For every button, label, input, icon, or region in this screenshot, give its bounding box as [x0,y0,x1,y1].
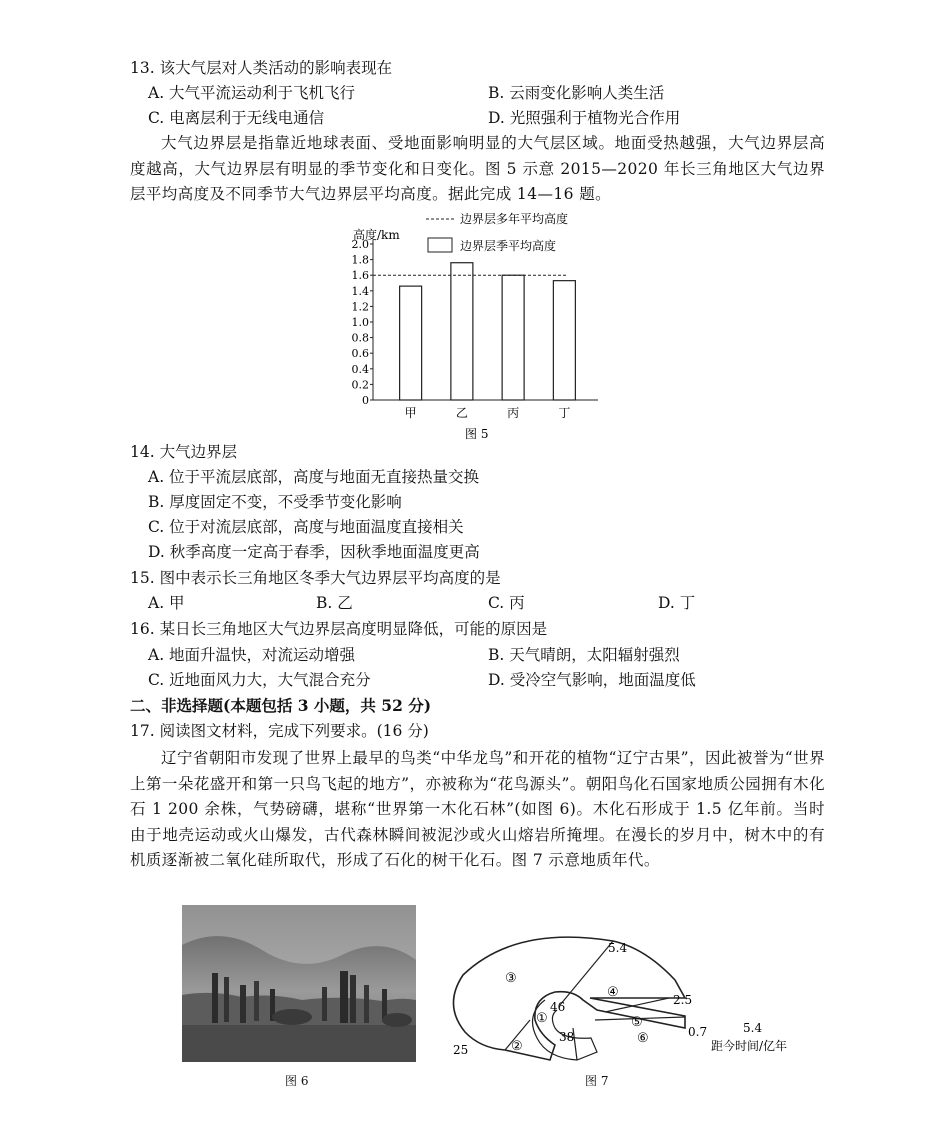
bar-丙 [502,275,524,400]
y-tick-label: 0.4 [351,362,369,376]
y-tick-label: 1.4 [351,284,369,298]
time-label-38: 38 [559,1030,575,1044]
era-label-6: ⑥ [637,1031,649,1046]
bar-乙 [451,263,473,400]
q13-option-d: D. 光照强利于植物光合作用 [488,109,681,127]
q17-passage: 辽宁省朝阳市发现了世界上最早的鸟类“中华龙鸟”和开花的植物“辽宁古果”，因此被誉为“世界上第一朵花盛开和第一只鸟飞起的地方”，亦被称为“花鸟源头”。朝阳鸟化石国家地质公园拥有木化石 1 200 余株，气势磅礴，堪称“世界第一木化石林”(如图 6)。木化石形成于 1.5 亿年前。当时由于地壳运动或火山爆发，古代森林瞬间被泥沙或火山熔岩所掩埋。在漫长的岁月中，树木中的有机质逐渐被二氧化硅所取代，形成了石化的树干化石。图 7 示意地质年代。 [130,749,825,869]
q14-option-a: A. 位于平流层底部，高度与地面无直接热量交换 [148,468,480,486]
q15-stem: 15. 图中表示长三角地区冬季大气边界层平均高度的是 [130,569,501,587]
axis-label: 距今时间/亿年 [711,1039,788,1053]
y-tick-label: 1.0 [351,316,369,329]
section-2-heading: 二、非选择题(本题包括 3 小题，共 52 分) [130,696,432,715]
x-tick-label: 丁 [558,406,571,420]
q17-stem: 17. 阅读图文材料，完成下列要求。(16 分) [130,722,429,740]
figure-5-chart [0,205,950,445]
x-tick-label: 丙 [507,406,520,420]
q13-option-b: B. 云雨变化影响人类生活 [488,84,665,102]
figure-7-diagram [445,920,805,1080]
y-tick-label: 0.8 [351,331,369,345]
era-label-5: ⑤ [631,1015,643,1030]
q16-option-a: A. 地面升温快，对流运动增强 [148,646,356,664]
time-label-25: 25 [453,1043,469,1057]
q13-option-a: A. 大气平流运动利于飞机飞行 [148,84,356,102]
y-tick-label: 1.2 [351,300,369,314]
era-divider-1 [560,941,613,1005]
era-label-1: ① [536,1011,548,1026]
y-tick-label: 0.6 [351,347,369,361]
time-label-0-7: 0.7 [688,1025,708,1039]
time-label-46: 46 [550,1000,566,1014]
q14-option-c: C. 位于对流层底部，高度与地面温度直接相关 [148,518,464,536]
time-label-5-4-top: 5.4 [608,941,628,955]
q16-option-d: D. 受冷空气影响，地面温度低 [488,671,696,689]
y-tick-label: 0 [362,394,369,407]
y-tick-label: 0.2 [351,378,369,392]
figure-6-caption: 图 6 [285,1074,309,1088]
x-tick-label: 乙 [455,406,468,420]
q14-stem: 14. 大气边界层 [130,443,238,461]
q14-option-b: B. 厚度固定不变，不受季节变化影响 [148,493,402,511]
bar-丁 [553,281,575,400]
legend-bar-swatch [428,238,452,252]
legend-dashed-label: 边界层多年平均高度 [460,212,569,226]
q16-option-c: C. 近地面风力大，大气混合充分 [148,671,371,689]
era-label-3: ③ [505,971,517,986]
era-label-4: ④ [607,985,619,1000]
q14-option-d: D. 秋季高度一定高于春季，因秋季地面温度更高 [148,543,480,561]
q15-option-a: A. 甲 [148,594,185,612]
chart-ylabel: 高度/km [353,228,400,242]
q15-option-d: D. 丁 [658,594,696,612]
chart-title: 图 5 [465,427,489,441]
q16-stem: 16. 某日长三角地区大气边界层高度明显降低，可能的原因是 [130,620,548,638]
intro-14-16: 大气边界层是指靠近地球表面、受地面影响明显的大气层区域。地面受热越强，大气边界层高度越高，大气边界层有明显的季节变化和日变化。图 5 示意 2015—2020 年长三角地区大气边界层平均高度及不同季节大气边界层平均高度。据此完成 14—16 题。 [130,134,825,203]
q13-option-c: C. 电离层利于无线电通信 [148,109,325,127]
era-label-2: ② [511,1039,523,1054]
legend-bar-label: 边界层季平均高度 [460,239,557,253]
y-tick-label: 1.6 [351,269,369,283]
q15-option-b: B. 乙 [316,594,353,612]
time-label-2-5: 2.5 [673,993,693,1007]
figure-7-caption: 图 7 [585,1074,609,1088]
y-tick-label: 2.0 [351,238,369,251]
era-divider-2 [605,998,669,1012]
petrified-forest-image [182,905,416,1062]
time-label-5-4-axis: 5.4 [743,1021,763,1035]
bar-甲 [400,286,422,400]
q13-stem: 13. 该大气层对人类活动的影响表现在 [130,59,393,77]
q16-option-b: B. 天气晴朗，太阳辐射强烈 [488,646,680,664]
figure-6-photo [182,905,416,1062]
y-tick-label: 1.8 [351,253,369,267]
q15-option-c: C. 丙 [488,594,525,612]
x-tick-label: 甲 [404,406,417,420]
